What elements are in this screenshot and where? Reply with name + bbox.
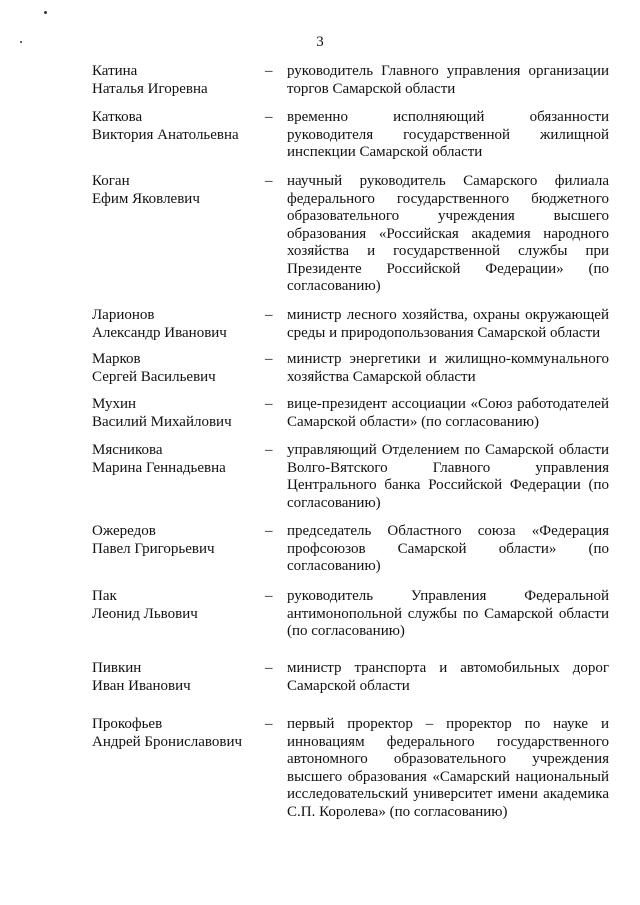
person-name (92, 660, 262, 695)
position-line: научный руководитель Самарского филиала (287, 173, 609, 189)
position-line: управляющий Отделением по Самарской области (287, 442, 609, 458)
position-line: Волго-Вятского Главного управления (287, 459, 609, 476)
position-line: руководитель Главного управления организации (287, 63, 609, 79)
surname: Марков (92, 351, 141, 367)
position-line: согласованию) (287, 494, 381, 511)
dash-separator: – (265, 63, 273, 79)
given-names: Ефим Яковлевич (92, 190, 200, 207)
position-line: образования «Российская академия народного (287, 225, 609, 242)
person-name (92, 396, 262, 431)
given-names: Александр Иванович (92, 324, 227, 341)
given-names: Наталья Игоревна (92, 80, 208, 97)
surname: Пак (92, 588, 117, 604)
dash-separator: – (265, 523, 273, 539)
position-text (287, 173, 609, 296)
surname: Мясникова (92, 442, 163, 458)
surname: Коган (92, 173, 130, 189)
position-line: образовательного учреждения высшего (287, 208, 609, 224)
position-line: согласованию) (287, 558, 381, 574)
dash-separator: – (265, 716, 273, 732)
position-text (287, 307, 609, 342)
surname: Пивкин (92, 660, 142, 676)
scan-speck-dot (44, 11, 47, 14)
person-name (92, 351, 262, 386)
position-line: антимонопольной службы по Самарской области (287, 605, 609, 622)
dash-separator: – (265, 173, 273, 189)
position-line: временно исполняющий обязанности (287, 109, 609, 125)
position-line: руководитель Управления Федеральной (287, 588, 609, 604)
dash-separator: – (265, 588, 273, 604)
position-line: профсоюзов Самарской области» (по (287, 540, 609, 557)
position-line: согласованию) (287, 278, 381, 294)
position-text (287, 523, 609, 576)
given-names: Иван Иванович (92, 677, 191, 694)
surname: Катина (92, 63, 138, 79)
position-line: Президенте Российской Федерации» (по (287, 260, 609, 277)
position-line: автономного образовательного учреждения (287, 751, 609, 767)
person-name (92, 109, 262, 144)
given-names: Леонид Львович (92, 605, 198, 622)
position-text (287, 660, 609, 695)
position-line: министр энергетики и жилищно-коммунального (287, 351, 609, 367)
given-names: Андрей Брониславович (92, 733, 243, 750)
person-name (92, 442, 262, 477)
person-name (92, 716, 262, 751)
position-line: среды и природопользования Самарской области (287, 324, 601, 341)
position-text (287, 396, 609, 431)
page-number: 3 (316, 34, 324, 50)
position-text (287, 716, 609, 821)
person-name (92, 173, 262, 208)
position-line: С.П. Королева» (по согласованию) (287, 803, 508, 820)
position-line: торгов Самарской области (287, 80, 456, 97)
position-line: министр транспорта и автомобильных дорог (287, 660, 609, 676)
person-name (92, 63, 262, 98)
surname: Мухин (92, 396, 137, 412)
position-line: министр лесного хозяйства, охраны окружающей (287, 307, 609, 323)
given-names: Виктория Анатольевна (92, 126, 239, 143)
dash-separator: – (265, 109, 273, 125)
position-line: Самарской области (287, 677, 410, 694)
given-names: Василий Михайлович (92, 413, 232, 430)
position-line: первый проректор – проректор по науке и (287, 716, 609, 732)
given-names: Павел Григорьевич (92, 540, 215, 557)
dash-separator: – (265, 307, 273, 323)
position-line: хозяйства и государственной службы при (287, 243, 609, 259)
person-name (92, 588, 262, 623)
position-line: вице-президент ассоциации «Союз работодателей (287, 396, 609, 412)
position-line: федерального государственного бюджетного (287, 190, 609, 207)
position-line: инновациям федерального государственного (287, 733, 609, 750)
position-line: высшего образования «Самарский национальный (287, 768, 609, 785)
position-line: Самарской области» (по согласованию) (287, 413, 539, 430)
person-name (92, 307, 262, 342)
given-names: Марина Геннадьевна (92, 459, 226, 476)
person-name (92, 523, 262, 558)
position-text (287, 109, 609, 162)
dash-separator: – (265, 442, 273, 458)
surname: Ожередов (92, 523, 156, 539)
position-line: председатель Областного союза «Федерация (287, 523, 609, 539)
surname: Каткова (92, 109, 143, 125)
position-text (287, 351, 609, 386)
position-line: Центрального банка Российской Федерации (по (287, 477, 609, 493)
dash-separator: – (265, 396, 273, 412)
surname: Ларионов (92, 307, 155, 323)
position-text (287, 63, 609, 98)
given-names: Сергей Васильевич (92, 368, 216, 385)
position-line: инспекции Самарской области (287, 144, 483, 160)
surname: Прокофьев (92, 716, 163, 732)
dash-separator: – (265, 660, 273, 676)
position-text (287, 442, 609, 512)
dash-separator: – (265, 351, 273, 367)
position-line: руководителя государственной жилищной (287, 126, 609, 143)
position-line: (по согласованию) (287, 623, 405, 639)
position-line: исследовательский университет имени академика (287, 786, 609, 802)
position-text (287, 588, 609, 641)
position-line: хозяйства Самарской области (287, 368, 476, 385)
